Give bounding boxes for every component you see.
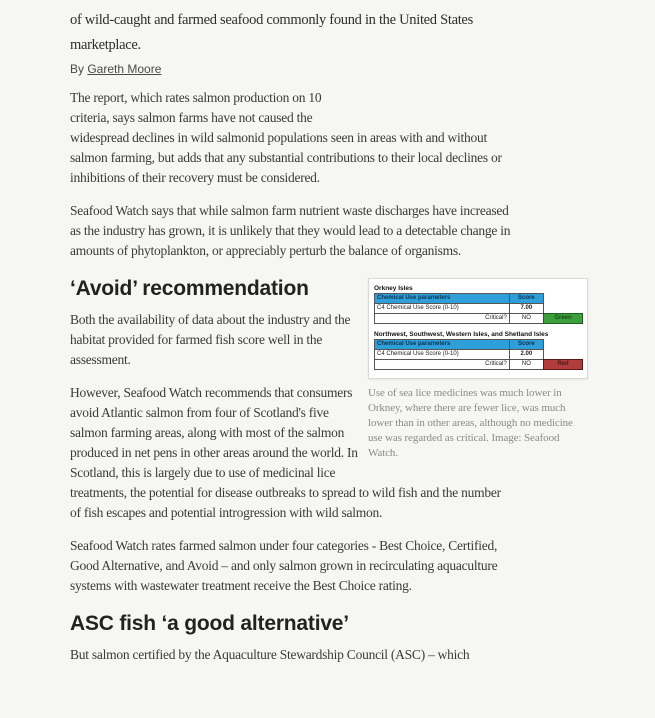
paragraph-report: The report, which rates salmon production on 10 criteria, says salmon farms have not caused the widespread declines in wild salmonid populations seen in areas with and without salmon farming, but adds that any substantial contributions to their local declines or inhibitions of their recovery must be considered. — [70, 90, 502, 185]
other-param-header: Chemical Use parameters — [375, 340, 510, 350]
orkney-critical-label: Critical? — [375, 314, 510, 324]
paragraph-availability: Both the availability of data about the industry and the habitat provided for farmed fish score well in the assessment. — [70, 312, 351, 367]
orkney-rating-badge: Green — [543, 313, 583, 324]
table-title-orkney: Orkney Isles — [374, 285, 413, 292]
other-critical-label: Critical? — [375, 360, 510, 370]
orkney-param-header: Chemical Use parameters — [375, 294, 510, 304]
other-score-cell: 2.00 — [509, 350, 543, 360]
orkney-param-cell: C4 Chemical Use Score (0-10) — [375, 304, 510, 314]
table-title-other-areas: Northwest, Southwest, Western Isles, and Shetland Isles — [374, 331, 549, 338]
paragraph-asc: But salmon certified by the Aquaculture Stewardship Council (ASC) – which — [70, 647, 470, 662]
byline-prefix: By — [70, 62, 88, 76]
figure-caption: Use of sea lice medicines was much lower in Orkney, where there are fewer lice, was much lower than in other areas, although no medicine use was regarded as critical. Image: Seafood Watch. — [368, 387, 573, 459]
orkney-score-cell: 7.00 — [509, 304, 543, 314]
other-score-header: Score — [509, 340, 543, 350]
score-tables-image — [368, 278, 588, 379]
paragraph-categories: Seafood Watch rates farmed salmon under four categories - Best Choice, Certified, Good Alternative, and Avoid – and only salmon grown in recirculating aquaculture systems with wastewater treatment receive the Best Choice rating. — [70, 538, 498, 593]
text-wrap-spacer — [362, 76, 512, 116]
other-rating-badge: Red — [543, 359, 583, 370]
orkney-score-table — [374, 285, 583, 324]
heading-asc-alternative: ASC fish ‘a good alternative’ — [70, 612, 349, 635]
article-body — [70, 0, 573, 665]
paragraph-however-avoid: However, Seafood Watch recommends that consumers avoid Atlantic salmon from four of Scotland's five salmon farming areas, along with most of the salmon produced in net pens in other areas around the world. In Scotland, this is largely due to use of medicinal lice treatments, the potential for disease outbreaks to spread to wild fish and the number of fish escapes and potential introgression with wild salmon. — [70, 385, 501, 520]
author-link[interactable]: Gareth Moore — [87, 62, 162, 76]
other-areas-score-table — [374, 331, 583, 370]
lede-paragraph: of wild-caught and farmed seafood commonly found in the United States marketplace. — [70, 12, 473, 53]
orkney-score-header: Score — [509, 294, 543, 304]
other-param-cell: C4 Chemical Use Score (0-10) — [375, 350, 510, 360]
orkney-critical-value: NO — [509, 314, 543, 324]
byline — [70, 62, 512, 76]
heading-avoid-recommendation: ‘Avoid’ recommendation — [70, 277, 309, 300]
other-critical-value: NO — [509, 360, 543, 370]
seafood-watch-figure — [368, 278, 588, 461]
paragraph-nutrient-waste: Seafood Watch says that while salmon farm nutrient waste discharges have increased as the industry has grown, it is unlikely that they would lead to a detectable change in amounts of phytoplankton, or appreciably perturb the balance of organisms. — [70, 203, 511, 258]
